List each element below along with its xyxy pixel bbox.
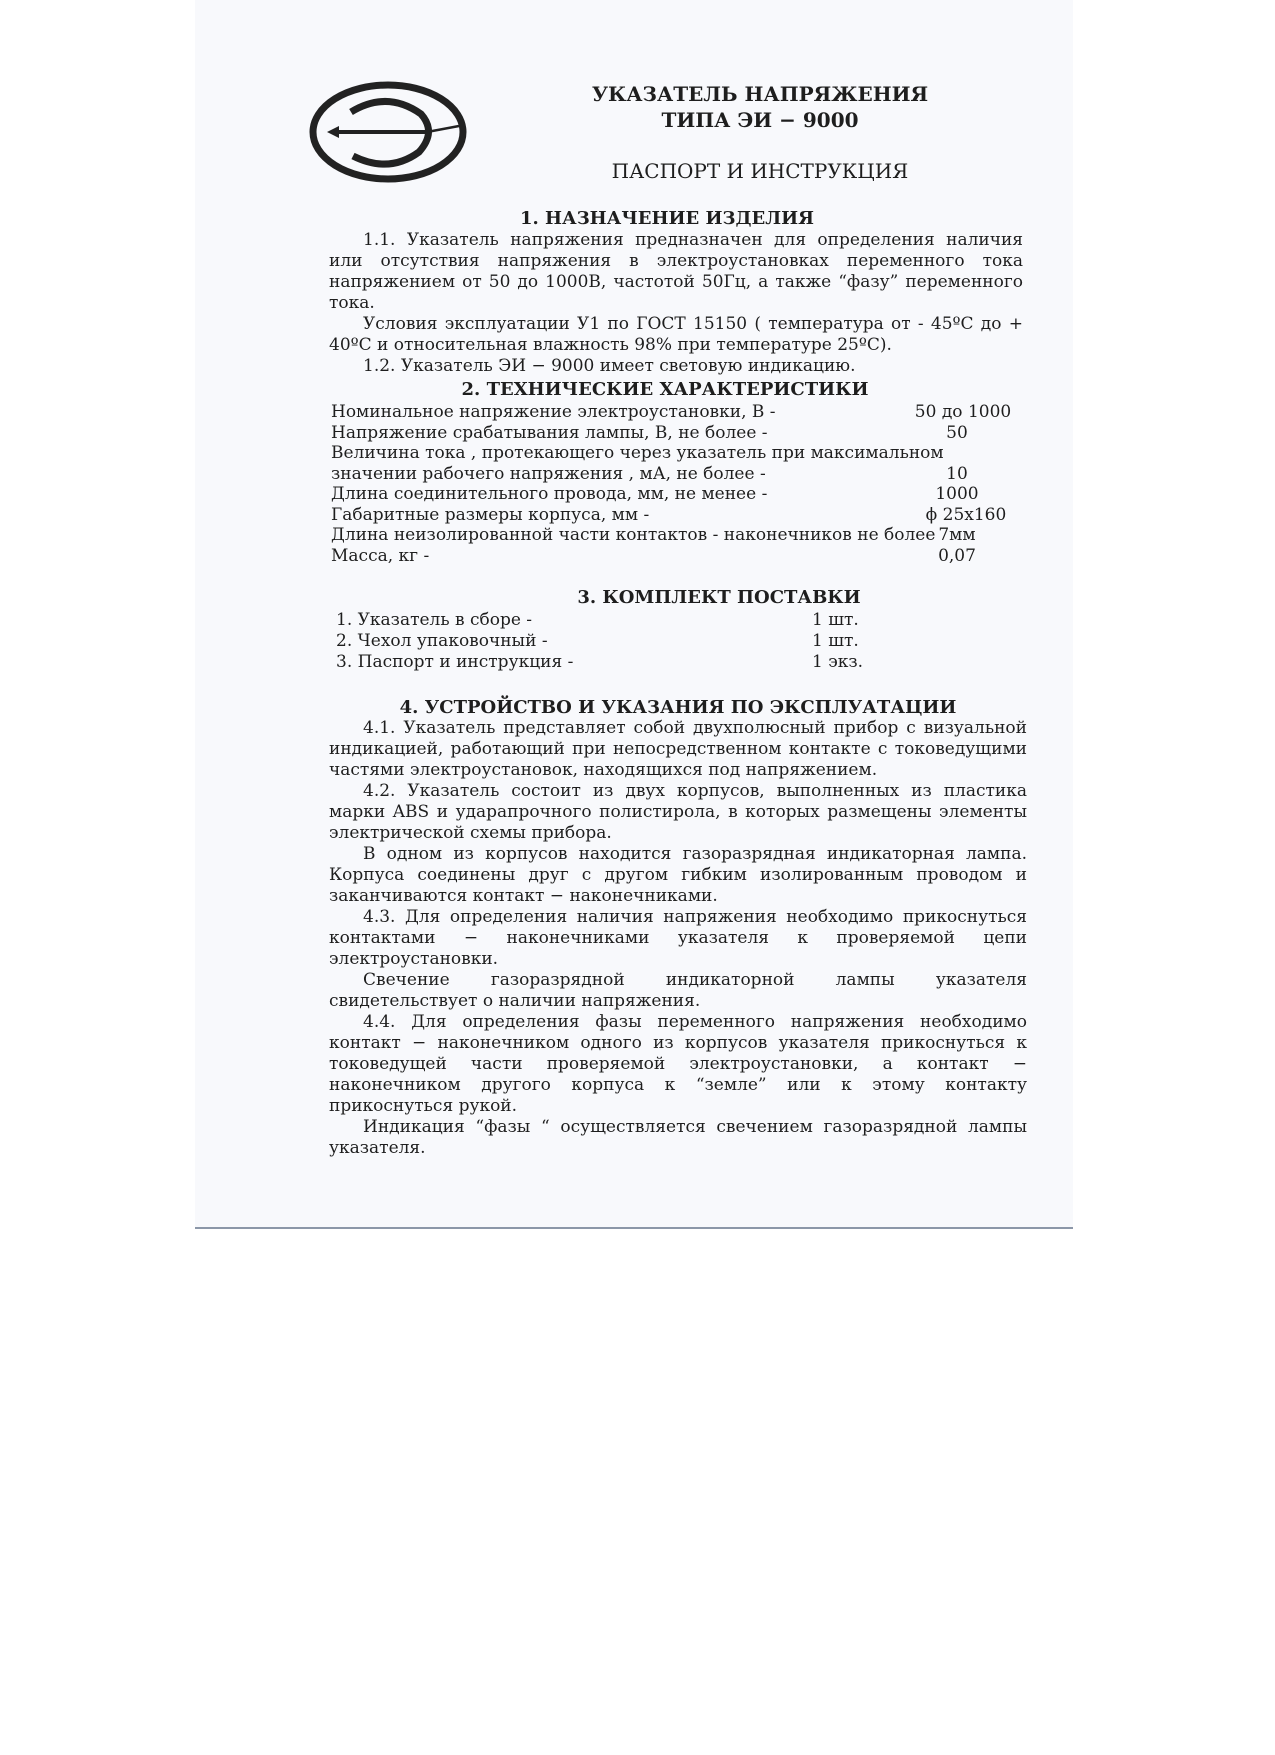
section1-paragraph: Условия эксплуатации У1 по ГОСТ 15150 ( температура от - 45ºС до + 40ºС и относительная влажность 98% при температуре 25ºС). [329, 314, 1023, 355]
spec-label: Номинальное напряжение электроустановки, В - [331, 402, 776, 422]
kit-item-label: 2. Чехол упаковочный - [336, 631, 548, 651]
spec-value: 1000 [935, 484, 979, 504]
spec-label: Масса, кг - [331, 545, 430, 566]
spec-row [331, 525, 1031, 546]
spec-label: Длина соединительного провода, мм, не менее - [331, 484, 768, 504]
section4-paragraph: 4.1. Указатель представляет собой двухполюсный прибор с визуальной индикацией, работающий при непосредственном контакте с токоведущими частями электроустановок, находящихся под напряжением. [329, 718, 1027, 780]
delivery-kit-list [336, 610, 876, 673]
section2-heading: 2. ТЕХНИЧЕСКИЕ ХАРАКТЕРИСТИКИ [461, 379, 869, 400]
spec-label: значении рабочего напряжения , мА, не более - [331, 463, 766, 484]
section1-paragraph: 1.2. Указатель ЭИ − 9000 имеет световую индикацию. [363, 356, 856, 376]
spec-label: Напряжение срабатывания лампы, В, не более - [331, 422, 768, 443]
spec-value: 50 до 1000 [914, 402, 1012, 422]
section3-heading: 3. КОМПЛЕКТ ПОСТАВКИ [577, 587, 861, 608]
kit-item [336, 610, 876, 631]
section4-body [329, 718, 1027, 1159]
section4-paragraph: Свечение газоразрядной индикаторной лампы указателя свидетельствует о наличии напряжения. [329, 970, 1027, 1011]
spec-row [331, 464, 1031, 485]
kit-item-label: 1. Указатель в сборе - [336, 610, 533, 630]
specs-table [331, 402, 1031, 566]
electro-e-logo-icon [309, 80, 467, 184]
spec-row [331, 546, 1031, 567]
spec-value: ϕ 25х160 [925, 504, 1007, 525]
kit-item [336, 631, 876, 652]
spec-value: 0,07 [938, 545, 976, 566]
section4-paragraph: 4.2. Указатель состоит из двух корпусов, выполненных из пластика марки ABS и ударапрочного полистирола, в которых размещены элементы электрической схемы прибора. [329, 781, 1027, 843]
spec-row [331, 423, 1031, 444]
kit-item-qty: 1 шт. [812, 610, 859, 630]
kit-item-label: 3. Паспорт и инструкция - [336, 652, 574, 672]
kit-item-qty: 1 экз. [812, 652, 864, 672]
spec-label: Величина тока , протекающего через указатель при максимальном [331, 443, 944, 463]
section1-body [329, 230, 1023, 377]
spec-label: Габаритные размеры корпуса, мм - [331, 504, 650, 525]
section4-heading: 4. УСТРОЙСТВО И УКАЗАНИЯ ПО ЭКСПЛУАТАЦИИ [399, 697, 957, 718]
section1-heading: 1. НАЗНАЧЕНИЕ ИЗДЕЛИЯ [519, 208, 815, 229]
kit-item [336, 652, 876, 673]
section4-paragraph: Индикация “фазы “ осуществляется свечением газоразрядной лампы указателя. [329, 1117, 1027, 1158]
spec-value: 50 [946, 422, 968, 443]
spec-value: 10 [946, 463, 968, 484]
spec-label: Длина неизолированной части контактов - наконечников не более [331, 525, 936, 545]
doc-title-line2: ТИПА ЭИ − 9000 [661, 108, 859, 132]
doc-title-line1: УКАЗАТЕЛЬ НАПРЯЖЕНИЯ [591, 82, 929, 106]
section4-paragraph: 4.4. Для определения фазы переменного напряжения необходимо контакт − наконечником одного из корпусов указателя прикоснуться к токоведущей части проверяемой электроустановки, а контакт − наконечником другого корпуса к “земле” или к этому контакту прикоснуться рукой. [329, 1012, 1027, 1116]
spec-value: 7мм [938, 525, 976, 545]
spec-row [331, 505, 1031, 526]
section4-paragraph: В одном из корпусов находится газоразрядная индикаторная лампа. Корпуса соединены друг с другом гибким изолированным проводом и заканчиваются контакт − наконечниками. [329, 844, 1027, 906]
doc-subtitle: ПАСПОРТ И ИНСТРУКЦИЯ [611, 159, 909, 183]
spec-row [331, 443, 1031, 464]
spec-row [331, 402, 1031, 423]
section1-paragraph: 1.1. Указатель напряжения предназначен для определения наличия или отсутствия напряжения в электроустановках переменного тока напряжением от 50 до 1000В, частотой 50Гц, а также “фазу” переменного тока. [329, 230, 1023, 313]
section4-paragraph: 4.3. Для определения наличия напряжения необходимо прикоснуться контактами − наконечниками указателя к проверяемой цепи электроустановки. [329, 907, 1027, 969]
kit-item-qty: 1 шт. [812, 631, 859, 651]
spec-row [331, 484, 1031, 505]
